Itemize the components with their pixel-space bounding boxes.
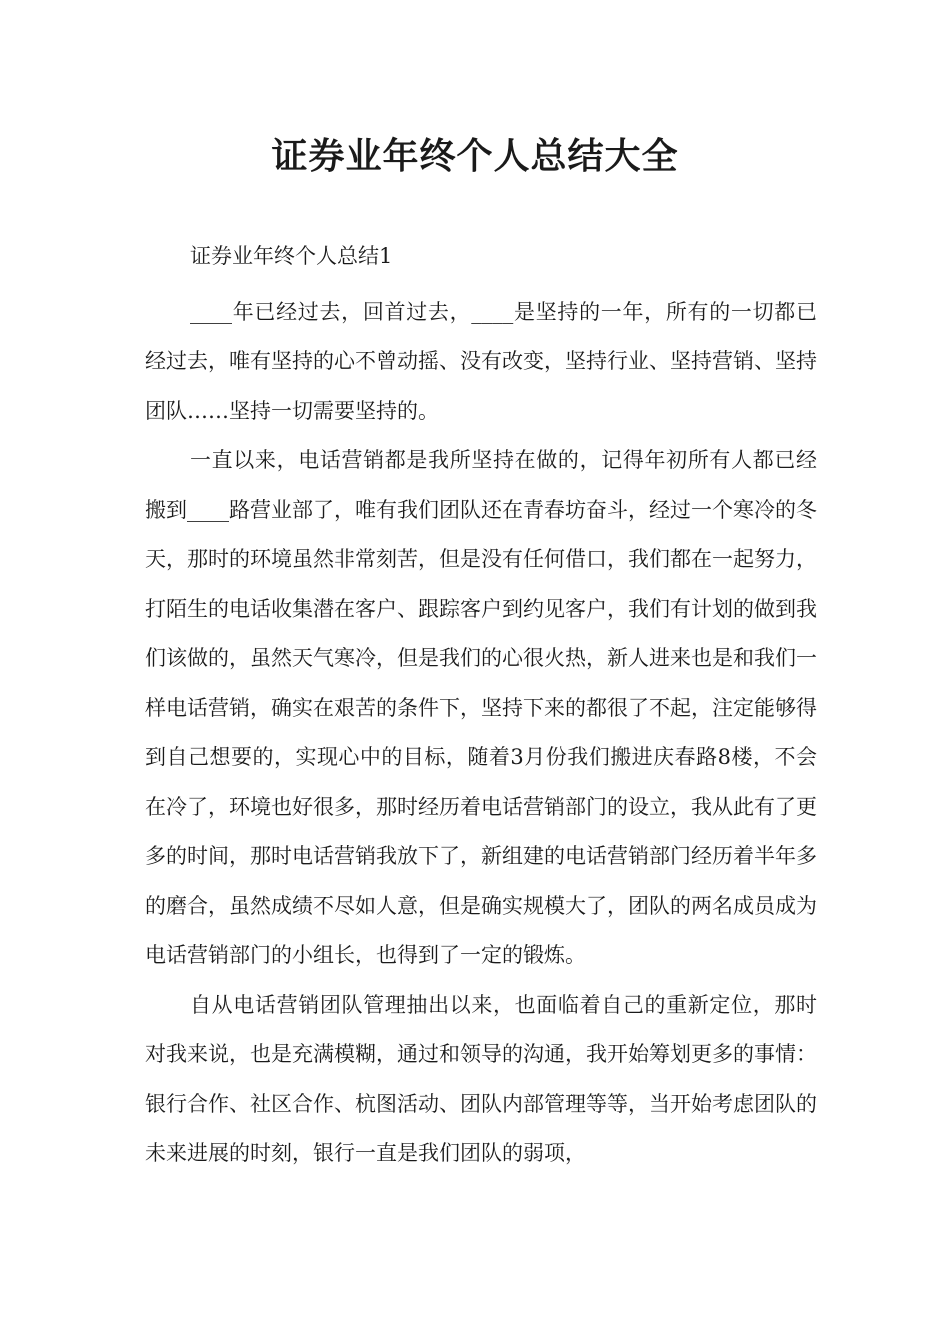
paragraph-3: 自从电话营销团队管理抽出以来，也面临着自己的重新定位，那时对我来说，也是充满模糊，通过和领导的沟通，我开始筹划更多的事情：银行合作、社区合作、杭图活动、团队内部管理等等，当开始考虑团队的未来进展的时刻，银行一直是我们团队的弱项， — [145, 992, 817, 1165]
section-heading: 证券业年终个人总结1 — [190, 244, 393, 268]
document-title: 证券业年终个人总结大全 — [271, 136, 679, 177]
paragraph-2: 一直以来，电话营销都是我所坚持在做的，记得年初所有人都已经搬到____路营业部了，唯有我们团队还在青春坊奋斗，经过一个寒冷的冬天，那时的环境虽然非常刻苦，但是没有任何借口，我们都在一起努力，打陌生的电话收集潜在客户、跟踪客户到约见客户，我们有计划的做到我们该做的，虽然天气寒冷，但是我们的心很火热，新人进来也是和我们一样电话营销，确实在艰苦的条件下，坚持下来的都很了不起，注定能够得到自己想要的，实现心中的目标，随着3月份我们搬进庆春路8楼，不会在冷了，环境也好很多，那时经历着电话营销部门的设立，我从此有了更多的时间，那时电话营销我放下了，新组建的电话营销部门经历着半年多的磨合，虽然成绩不尽如人意，但是确实规模大了，团队的两名成员成为电话营销部门的小组长，也得到了一定的锻炼。 — [145, 448, 817, 967]
paragraph-1: ____年已经过去，回首过去，____是坚持的一年，所有的一切都已经过去，唯有坚持的心不曾动摇、没有改变，坚持行业、坚持营销、坚持团队……坚持一切需要坚持的。 — [145, 299, 817, 423]
document-body — [145, 232, 817, 1179]
